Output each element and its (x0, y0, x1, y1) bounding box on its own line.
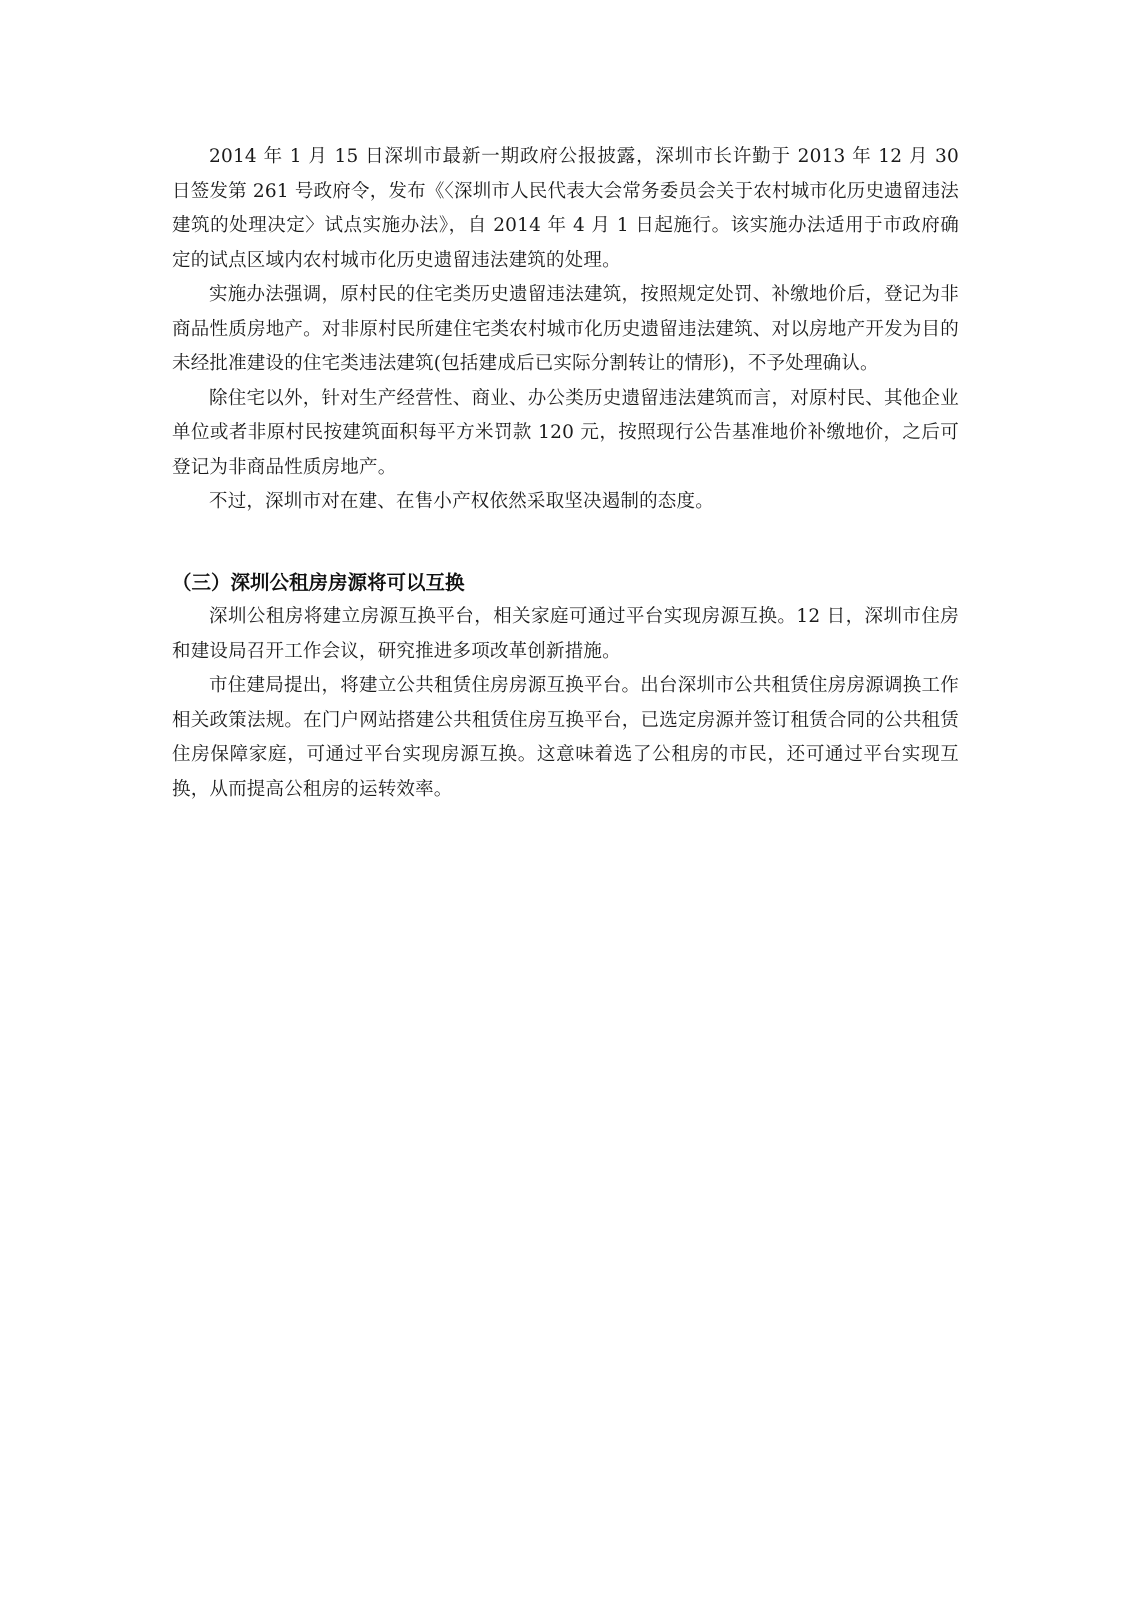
section-heading-public-rental-exchange: （三）深圳公租房房源将可以互换 (172, 570, 465, 594)
paragraph-shenzhen-decree: 2014 年 1 月 15 日深圳市最新一期政府公报披露，深圳市长许勤于 2013 年 12 月 30 日签发第 261 号政府令，发布《〈深圳市人民代表大会常务委员会关于农村城市化历史遗留违法建筑的处理决定〉试点实施办法》，自 2014 年 4 月 1 日起施行。该实施办法适用于市政府确定的试点区域内农村城市化历史遗留违法建筑的处理。 (172, 146, 959, 271)
paragraph-housing-bureau-proposal: 市住建局提出，将建立公共租赁住房房源互换平台。出台深圳市公共租赁住房房源调换工作相关政策法规。在门户网站搭建公共租赁住房互换平台，已选定房源并签订租赁合同的公共租赁住房保障家庭，可通过平台实现房源互换。这意味着选了公租房的市民，还可通过平台实现互换，从而提高公租房的运转效率。 (172, 675, 959, 800)
paragraph-exchange-platform: 深圳公租房将建立房源互换平台，相关家庭可通过平台实现房源互换。12 日，深圳市住房和建设局召开工作会议，研究推进多项改革创新措施。 (172, 606, 959, 662)
paragraph-small-property-rights: 不过，深圳市对在建、在售小产权依然采取坚决遏制的态度。 (209, 491, 714, 512)
paragraph-commercial-buildings: 除住宅以外，针对生产经营性、商业、办公类历史遗留违法建筑而言，对原村民、其他企业单位或者非原村民按建筑面积每平方米罚款 120 元，按照现行公告基准地价补缴地价，之后可登记为非商品性质房地产。 (172, 387, 959, 478)
section-spacer (172, 520, 959, 566)
document-body (172, 140, 959, 807)
paragraph-villager-housing: 实施办法强调，原村民的住宅类历史遗留违法建筑，按照规定处罚、补缴地价后，登记为非商品性质房地产。对非原村民所建住宅类农村城市化历史遗留违法建筑、对以房地产开发为目的未经批准建设的住宅类违法建筑(包括建成后已实际分割转让的情形)，不予处理确认。 (172, 284, 959, 374)
